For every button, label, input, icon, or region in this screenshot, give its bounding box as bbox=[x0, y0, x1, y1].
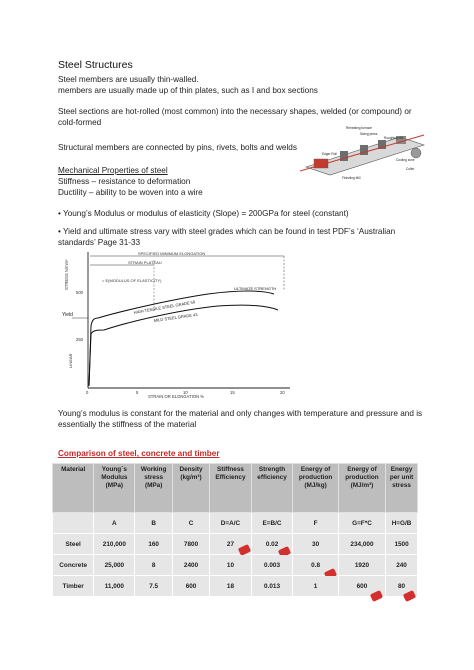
stamp-icon bbox=[403, 590, 416, 602]
header-energy-mj-m3: Energy of production (MJ/m³) bbox=[338, 464, 385, 513]
table-header-row bbox=[53, 464, 418, 513]
table-row: Steel 210,000 160 7800 27 0.02 30 234,000 1500 bbox=[53, 534, 418, 555]
table-cell: 80 bbox=[386, 576, 418, 597]
high-tensile-label: HIGH TENSILE STEEL GRADE 50 bbox=[133, 299, 196, 315]
x-tick-20: 20 bbox=[280, 390, 285, 395]
y-tick-250: 250 bbox=[76, 337, 83, 342]
table-cell: 0.8 bbox=[293, 555, 339, 576]
comparison-table bbox=[52, 463, 418, 597]
mechanical-properties-heading: Mechanical Properties of steel bbox=[58, 166, 168, 175]
header-material: Material bbox=[53, 464, 94, 513]
mild-steel-label: MILD STEEL GRADE 43 bbox=[153, 311, 198, 323]
page-title: Steel Structures bbox=[58, 59, 133, 71]
header-youngs-modulus: Young`s Modulus (MPa) bbox=[94, 464, 135, 513]
spec-min-label: SPECIFIED MINIMUM ELONGATION bbox=[138, 251, 206, 256]
mill-label-roughing: Roughing Mill bbox=[384, 136, 404, 140]
header-density: Density (kg/m³) bbox=[172, 464, 209, 513]
y-tick-500: 500 bbox=[76, 290, 83, 295]
ultimate-strength-label: ULTIMATE STRENGTH bbox=[234, 286, 277, 291]
table-row: A B C D=A/C E=B/C F G=F*C H=G/B bbox=[53, 513, 418, 534]
stamp-icon bbox=[370, 590, 383, 602]
x-tick-10: 10 bbox=[183, 390, 188, 395]
table-row: Timber 11,000 7.5 600 18 0.013 1 600 80 bbox=[53, 576, 418, 597]
text-stiffness: Stiffness – resistance to deformation bbox=[58, 177, 191, 186]
table-cell: 0.02 bbox=[251, 534, 293, 555]
mill-label-coiler: Coiler bbox=[406, 167, 415, 171]
bullet-youngs-modulus: • Young’s Modulus or modulus of elasticity (Slope) = 200GPa for steel (constant) bbox=[58, 209, 349, 218]
x-tick-15: 15 bbox=[230, 390, 235, 395]
slope-label: = E(MODULUS OF ELASTICITY) bbox=[102, 278, 162, 283]
table-cell: 27 bbox=[210, 534, 252, 555]
text-thin-plates: members are usually made up of thin plates, such as I and box sections bbox=[58, 86, 318, 95]
strain-plateau-label: STRAIN PLATEAU bbox=[128, 260, 162, 265]
table-cell: 600 bbox=[338, 576, 385, 597]
mill-label-cooling: Cooling zone bbox=[396, 158, 415, 162]
header-strength-efficiency: Strength efficiency bbox=[251, 464, 293, 513]
x-tick-0: 0 bbox=[86, 390, 89, 395]
header-energy-per-stress: Energy per unit stress bbox=[386, 464, 418, 513]
y-axis-label: STRESS N/mm² bbox=[64, 259, 69, 290]
mill-label-sizing-press: Sizing press bbox=[360, 132, 378, 136]
linear-label: LINEAR bbox=[68, 353, 73, 368]
text-connections: Structural members are connected by pins, rivets, bolts and welds bbox=[58, 143, 297, 152]
mill-label-reheating: Reheating furnace bbox=[346, 126, 373, 130]
header-working-stress: Working stress (MPa) bbox=[135, 464, 173, 513]
text-ductility: Ductility – ability to be woven into a wire bbox=[58, 188, 203, 197]
mill-label-finishing: Finishing Mill bbox=[342, 176, 361, 180]
rolling-mill-diagram bbox=[300, 125, 430, 180]
table-row: Concrete 25,000 8 2400 10 0.003 0.8 1920 240 bbox=[53, 555, 418, 576]
bullet-yield-ultimate: • Yield and ultimate stress vary with steel grades which can be found in test PDF’s ‘Australian standards’ Page 31-33 bbox=[58, 227, 396, 247]
x-axis-label: STRAIN OR ELONGATION % bbox=[148, 394, 204, 399]
text-thin-walled: Steel members are usually thin-walled. bbox=[58, 75, 199, 84]
text-hot-rolled: Steel sections are hot-rolled (most common) into the necessary shapes, welded (or compound) or cold-formed bbox=[58, 107, 412, 127]
mill-label-edger: Edger Roll bbox=[322, 152, 337, 156]
comparison-heading: Comparison of steel, concrete and timber bbox=[58, 449, 220, 458]
header-stiffness-efficiency: Stiffness Efficiency bbox=[210, 464, 252, 513]
header-energy-mj-kg: Energy of production (MJ/kg) bbox=[293, 464, 339, 513]
x-tick-5: 5 bbox=[136, 390, 139, 395]
yield-label: Yield bbox=[62, 312, 73, 318]
text-youngs-modulus-note: Young’s modulus is constant for the material and only changes with temperature and pressure and is essentially the stiffness of the material bbox=[58, 409, 423, 429]
stress-strain-graph bbox=[58, 250, 298, 400]
